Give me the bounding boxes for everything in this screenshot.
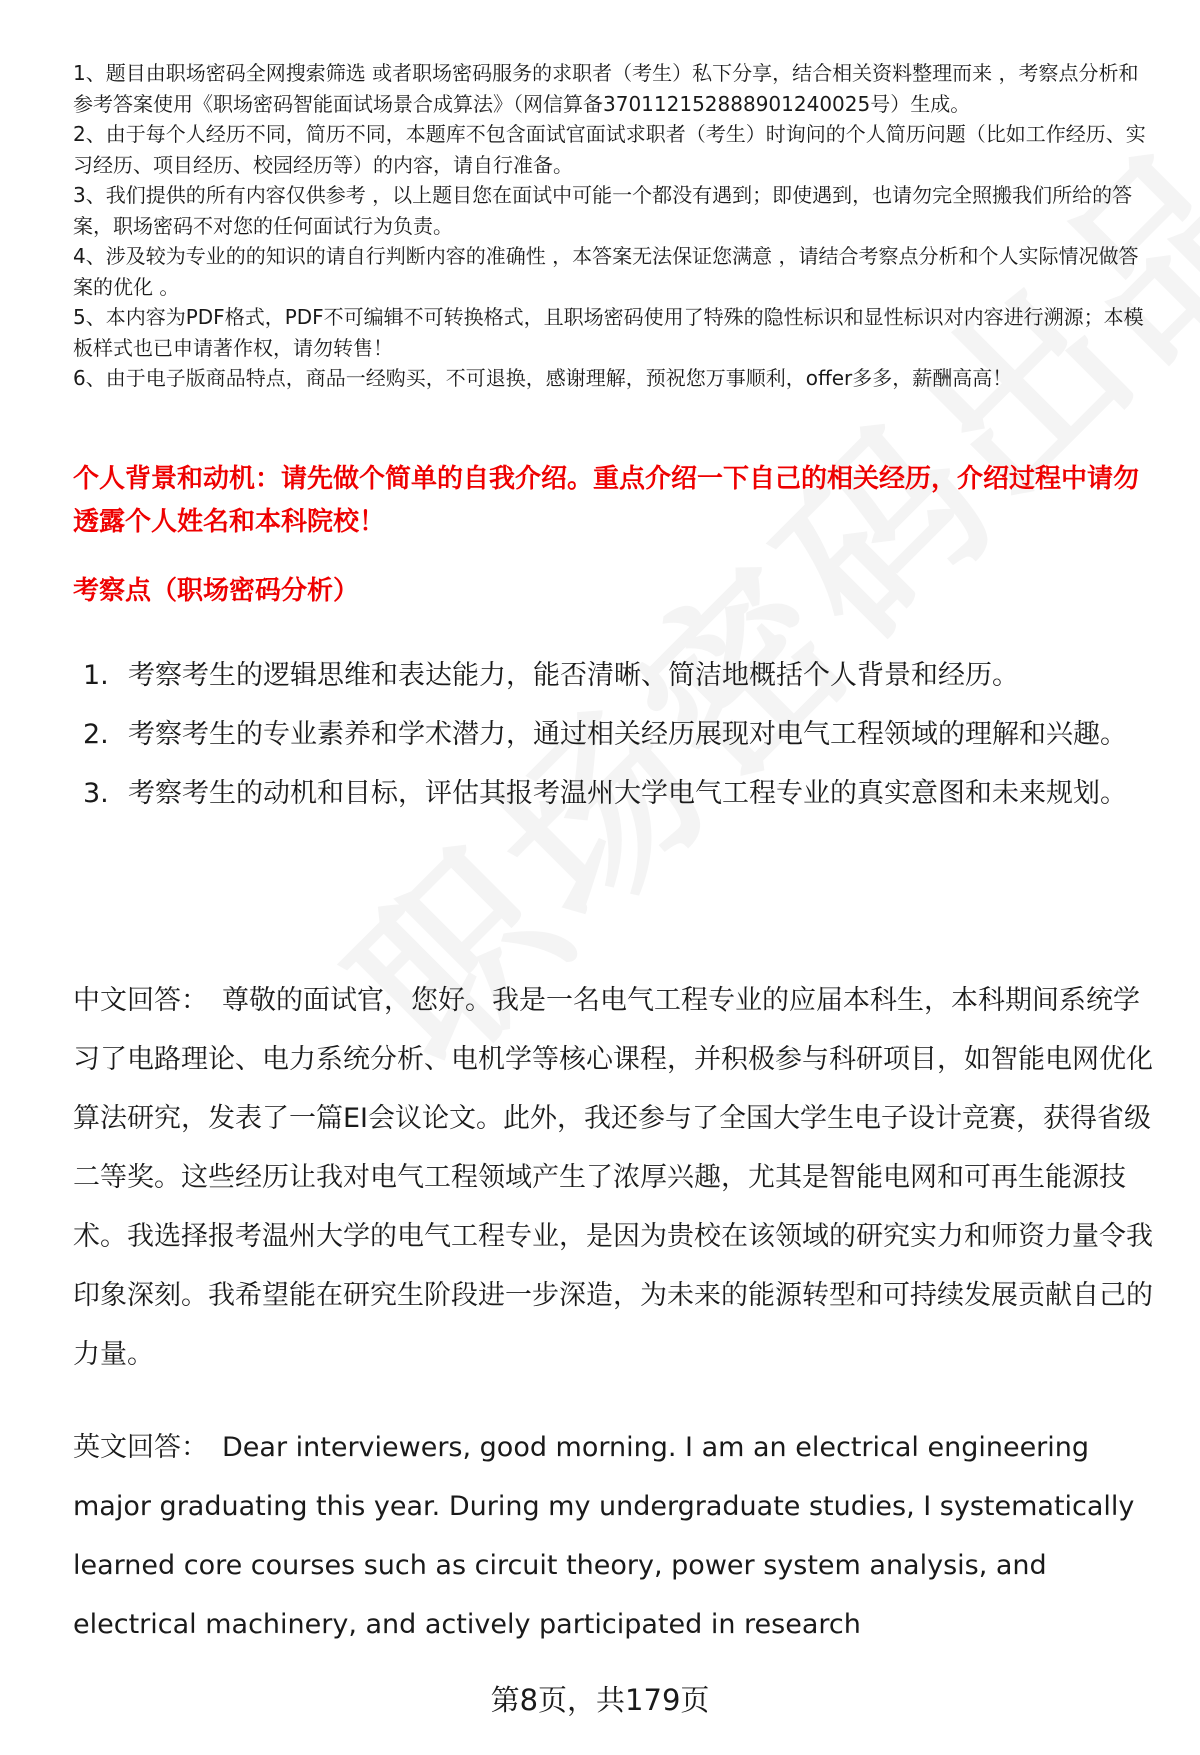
analysis-point: [73, 764, 1163, 823]
point-number: 3.: [83, 778, 109, 809]
analysis-points: [73, 646, 1163, 823]
analysis-point: [73, 646, 1163, 705]
point-text: 考察考生的动机和目标，评估其报考温州大学电气工程专业的真实意图和未来规划。: [128, 778, 1127, 809]
chinese-answer-text: 尊敬的面试官，您好。我是一名电气工程专业的应届本科生，本科期间系统学习了电路理论、电力系统分析、电机学等核心课程，并积极参与科研项目，如智能电网优化算法研究，发表了一篇EI会议论文。此外，我还参与了全国大学生电子设计竞赛，获得省级二等奖。这些经历让我对电气工程领域产生了浓厚兴趣，尤其是智能电网和可再生能源技术。我选择报考温州大学的电气工程专业，是因为贵校在该领域的研究实力和师资力量令我印象深刻。我希望能在研究生阶段进一步深造，为未来的能源转型和可持续发展贡献自己的力量。: [73, 985, 1153, 1370]
english-answer: [73, 1418, 1165, 1654]
point-number: 2.: [83, 719, 109, 750]
note-1: 1、题目由职场密码全网搜索筛选 或者职场密码服务的求职者（考生）私下分享，结合相关资料整理而来 ，考察点分析和参考答案使用《职场密码智能面试场景合成算法》（网信算备370112152888901240025号）生成。: [73, 61, 1139, 116]
point-text: 考察考生的逻辑思维和表达能力，能否清晰、简洁地概括个人背景和经历。: [128, 660, 1019, 691]
disclaimer-notes: [73, 58, 1153, 394]
page-number: 第8页，共179页: [490, 1683, 710, 1717]
chinese-answer: [73, 971, 1165, 1384]
english-answer-text: Dear interviewers, good morning. I am an electrical engineering major graduating this year. During my undergraduate studies, I systematically learned core courses such as circuit theory, power system analysis, and electrical machinery, and actively participated in research: [73, 1432, 1135, 1640]
analysis-point: [73, 705, 1163, 764]
analysis-title: 考察点（职场密码分析）: [73, 576, 360, 606]
english-answer-label: 英文回答：: [73, 1432, 208, 1463]
question-heading: 个人背景和动机：请先做个简单的自我介绍。重点介绍一下自己的相关经历，介绍过程中请勿透露个人姓名和本科院校！: [73, 464, 1140, 537]
point-number: 1.: [83, 660, 109, 691]
point-text: 考察考生的专业素养和学术潜力，通过相关经历展现对电气工程领域的理解和兴趣。: [128, 719, 1127, 750]
note-4: 4、涉及较为专业的的知识的请自行判断内容的准确性 ，本答案无法保证您满意 ，请结合考察点分析和个人实际情况做答案的优化 。: [73, 244, 1139, 299]
chinese-answer-label: 中文回答：: [73, 985, 208, 1016]
note-3: 3、我们提供的所有内容仅供参考 ，以上题目您在面试中可能一个都没有遇到；即使遇到，也请勿完全照搬我们所给的答案，职场密码不对您的任何面试行为负责。: [73, 183, 1133, 238]
note-5: 5、本内容为PDF格式，PDF不可编辑不可转换格式，且职场密码使用了特殊的隐性标识和显性标识对内容进行溯源；本模板样式也已申请著作权，请勿转售！: [73, 305, 1144, 360]
note-2: 2、由于每个人经历不同，简历不同，本题库不包含面试官面试求职者（考生）时询问的个人简历问题（比如工作经历、实习经历、项目经历、校园经历等）的内容，请自行准备。: [73, 122, 1146, 177]
note-6: 6、由于电子版商品特点，商品一经购买，不可退换，感谢理解，预祝您万事顺利，offer多多，薪酬高高！: [73, 366, 1013, 390]
